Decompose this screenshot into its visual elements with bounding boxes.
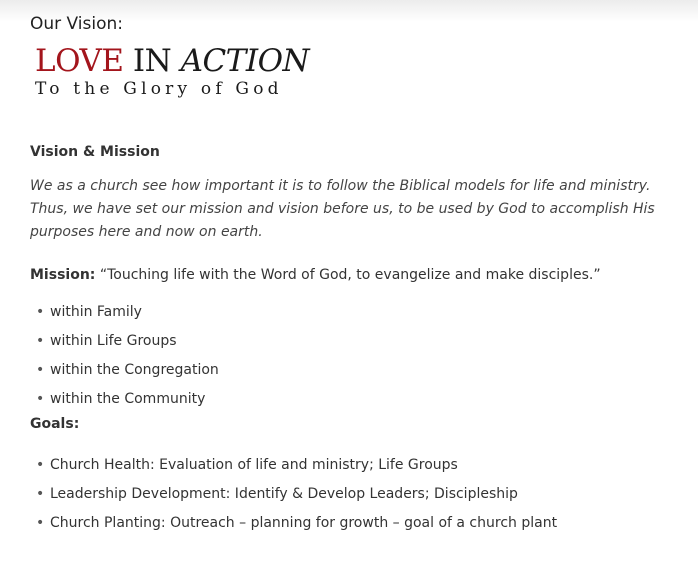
logo-love: LOVE [35, 43, 124, 79]
list-item: • within Life Groups [30, 327, 670, 356]
goals-list [30, 451, 670, 538]
goals-label: Goals: [30, 416, 80, 432]
list-item: • Church Health: Evaluation of life and ministry; Life Groups [30, 451, 670, 480]
list-item: • within the Congregation [30, 356, 670, 385]
mission-text: “Touching life with the Word of God, to evangelize and make disciples.” [95, 267, 601, 283]
logo-tagline: To the Glory of God [35, 79, 283, 99]
logo-action: ACTION [180, 43, 310, 79]
page-heading: Our Vision: [30, 14, 124, 34]
section-title: Vision & Mission [30, 144, 160, 160]
list-item: • Leadership Development: Identify & Develop Leaders; Discipleship [30, 480, 670, 509]
logo-in: IN [132, 43, 172, 79]
list-item: • Church Planting: Outreach – planning for growth – goal of a church plant [30, 509, 670, 538]
logo-title [35, 44, 335, 78]
mission-label: Mission: [30, 267, 96, 283]
list-item: • within the Community [30, 385, 670, 414]
vision-content [30, 12, 670, 538]
love-in-action-logo [35, 44, 335, 106]
list-item: • within Family [30, 298, 670, 327]
mission-statement [30, 264, 670, 286]
mission-list [30, 298, 670, 414]
intro-paragraph: We as a church see how important it is to follow the Biblical models for life and ministry. Thus, we have set our mission and vision before us, to be used by God to accomplish His purposes here and now on earth. [30, 178, 655, 240]
